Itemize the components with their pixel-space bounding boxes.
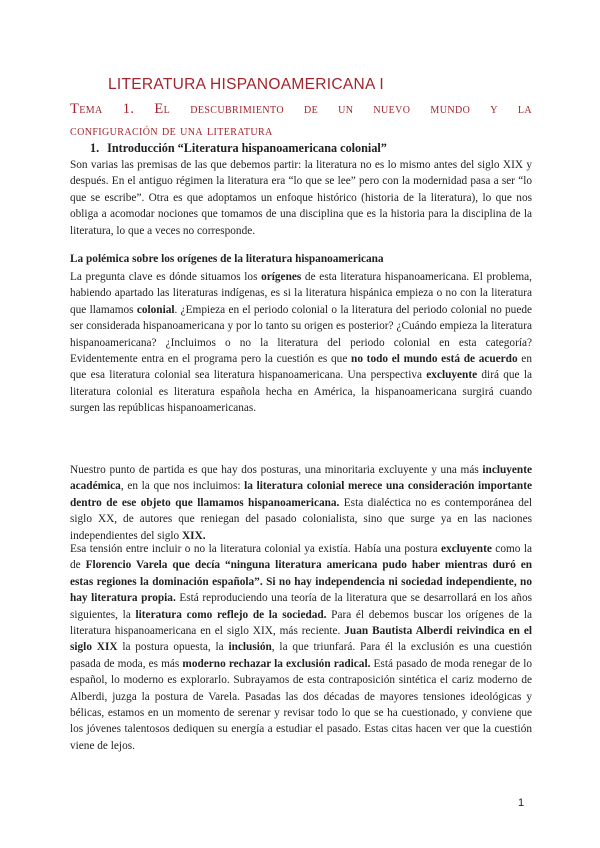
bold-run: XIX. — [182, 529, 206, 542]
section-number: 1. — [90, 141, 100, 155]
text-run: en que esa literatura colonial sea literatura hispanoamericana. Una perspectiva — [70, 353, 532, 382]
bold-run: Juan Bautista Alberdi reivindica en el siglo XIX — [70, 625, 532, 654]
bold-run: excluyente — [441, 543, 492, 555]
section-heading — [90, 141, 387, 156]
bold-run: la literatura colonial merece una consideración importante dentro de ese objeto que llamamos hispanoamericana. — [70, 480, 532, 509]
paragraph-punto-partida — [70, 462, 532, 544]
text-run: , la que triunfará. Para él la exclusión es una cuestión pasada de moda, es más — [70, 641, 532, 670]
tema-heading — [70, 98, 532, 142]
bold-run: Florencio Varela que decía “ninguna literatura americana pudo haber mientras duró en estas regiones la dominación española”. Si no hay independencia ni sociedad independiente, no hay literatura propia. — [70, 559, 532, 605]
text-run: dirá que la literatura colonial es literatura española hecha en América, la hispanoamericana surgirá cuando surgen las repúblicas hispanoamericanas. — [70, 369, 533, 415]
text-run: Está reproduciendo una teoría de la literatura que se desarrollará en los años siguientes, la — [70, 592, 533, 621]
bold-run: moderno rechazar la exclusión radical. — [182, 657, 371, 670]
tema-heading-line2: configuración de una literatura — [70, 123, 273, 139]
bold-run: orígenes — [261, 271, 302, 283]
bold-run: excluyente — [426, 369, 478, 382]
text-run: como la de — [70, 543, 533, 572]
bold-run: incluyente académica — [70, 464, 532, 493]
subheading-polemica: La polémica sobre los orígenes de la literatura hispanoamericana — [70, 253, 384, 265]
paragraph-premisas: Son varias las premisas de las que debemos partir: la literatura no es lo mismo antes del siglo XIX y después. En el antiguo régimen la literatura era “lo que se lee” pero con la modernidad pasa a ser “lo que se escribe”. Otra es que adoptamos un enfoque histórico (historia de la literatura), lo que nos obliga a acomodar nociones que tomamos de una disciplina que es la historia para la disciplina de la literatura, lo que a veces no corresponde. — [70, 159, 532, 237]
paragraph-pregunta-clave — [70, 269, 532, 417]
text-run: . ¿Empieza en el periodo colonial o la literatura del periodo colonial no puede ser considerada hispanoamericana y por lo tanto su origen es posterior? ¿Cuándo empieza la literatura hispanoamericana? ¿Incluimos o no la literatura del periodo colonial en esta categoría? Evidentemente entra en el programa pero la cuestión es que — [70, 303, 533, 366]
tema-heading-line1: Tema 1. El descubrimiento de un nuevo mundo y la — [70, 101, 532, 117]
text-run: , en la que nos incluimos: — [120, 480, 245, 493]
text-run: Nuestro punto de partida es que hay dos posturas, una minoritaria excluyente y una más — [70, 464, 483, 476]
document-title: LITERATURA HISPANOAMERICANA I — [108, 76, 384, 93]
section-heading-text: Introducción “Literatura hispanoamericana colonial” — [107, 141, 387, 155]
text-run: La pregunta clave es dónde situamos los — [70, 271, 262, 283]
paragraph-tension — [70, 541, 532, 754]
bold-run: no todo el mundo está de acuerdo — [351, 353, 518, 366]
text-run: de esta literatura hispanoamericana. El problema, habiendo apartado las literaturas indígenas, es si la literatura hispánica empieza o no con la literatura que llamamos — [70, 271, 533, 316]
bold-run: literatura como reflejo de la sociedad. — [135, 608, 327, 621]
text-run: Esta dialéctica no es contemporánea del siglo XX, de autores que reniegan del pasado colonialista, sino que surge ya en las naciones independientes del siglo — [70, 496, 532, 542]
text-run: Esa tensión entre incluir o no la literatura colonial ya existía. Había una postura — [70, 543, 442, 555]
text-run: Está pasado de moda renegar de lo español, lo moderno es explorarlo. Subrayamos de esta contraposición sintética el cariz moderno de Alberdi, juzga la postura de Varela. Pasadas las dos décadas de mayores tensiones ideológicas y bélicas, estamos en un momento de serenar y revisar todo lo que se ha cuestionado, y conviene que los jóvenes talentosos dediquen su energía a estudiar el pasado. Estas citas hacen ver que la cuestión viene de lejos. — [70, 657, 532, 752]
bold-run: inclusión — [228, 641, 272, 654]
page-number: 1 — [518, 797, 525, 809]
text-run: Para él debemos buscar los orígenes de la literatura hispanoamericana en el siglo XIX, más reciente. — [70, 608, 533, 638]
bold-run: colonial — [136, 303, 175, 316]
text-run: la postura opuesta, la — [117, 641, 229, 654]
